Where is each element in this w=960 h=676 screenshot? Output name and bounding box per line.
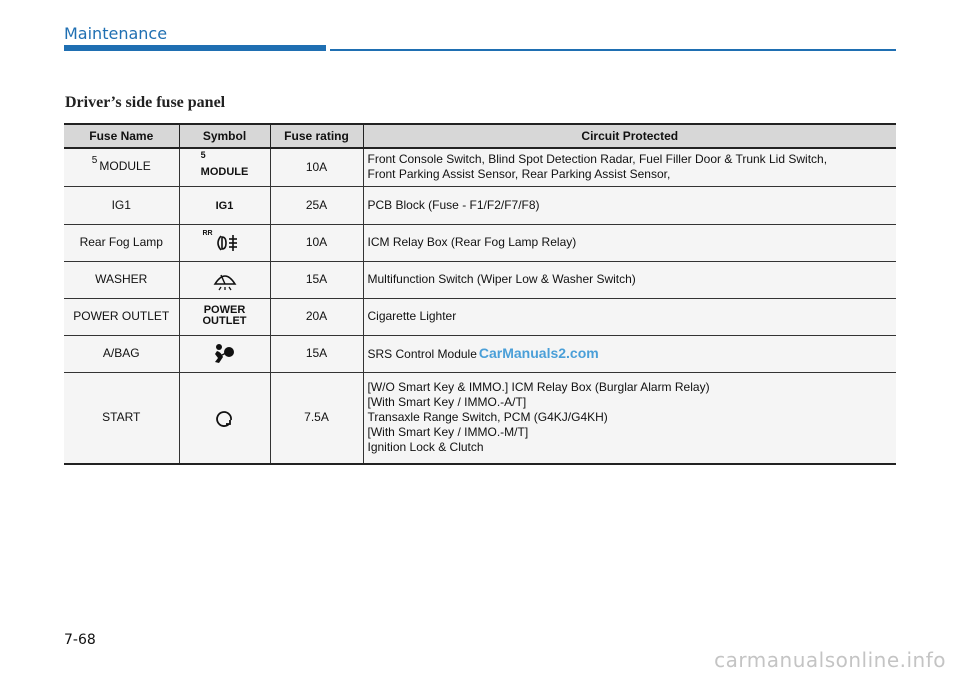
table-row: [64, 224, 896, 261]
start-icon: [214, 407, 236, 429]
circuit-line: ICM Relay Box (Rear Fog Lamp Relay): [367, 235, 577, 249]
fuse-rating: 10A: [270, 148, 363, 186]
fuse-name: IG1: [64, 186, 179, 224]
symbol-text: MODULE: [200, 165, 249, 178]
watermark-text: CarManuals2.com: [478, 344, 599, 361]
fuse-rating: 15A: [270, 261, 363, 298]
fuse-table: [64, 123, 896, 465]
circuit-line: Front Parking Assist Sensor, Rear Parking Assist Sensor,: [367, 167, 671, 182]
table-row: [64, 335, 896, 372]
circuit-protected: [363, 186, 896, 224]
circuit-protected: [363, 372, 896, 464]
module-5-icon: [200, 149, 249, 178]
fuse-name: Rear Fog Lamp: [64, 224, 179, 261]
symbol-cell: [179, 298, 270, 335]
symbol-text-line-1: POWER: [203, 304, 246, 316]
table-row: [64, 148, 896, 186]
circuit-line: Front Console Switch, Blind Spot Detection Radar, Fuel Filler Door & Trunk Lid Switch,: [367, 152, 828, 167]
fuse-rating: 15A: [270, 335, 363, 372]
rear-fog-lamp-icon: [202, 228, 243, 254]
circuit-protected: [363, 148, 896, 186]
fuse-rating: 7.5A: [270, 372, 363, 464]
column-header-fuse-rating: Fuse rating: [270, 124, 363, 148]
fuse-name: A/BAG: [64, 335, 179, 372]
circuit-line: Multifunction Switch (Wiper Low & Washer Switch): [367, 272, 636, 286]
column-header-fuse-name: Fuse Name: [64, 124, 179, 148]
fuse-name: POWER OUTLET: [64, 298, 179, 335]
symbol-cell: [179, 335, 270, 372]
power-outlet-icon: [203, 305, 247, 327]
table-row: [64, 372, 896, 464]
fuse-name-superscript: 5: [91, 155, 98, 167]
fuse-rating: 25A: [270, 186, 363, 224]
symbol-cell: [179, 261, 270, 298]
fuse-name: MODULE: [99, 159, 151, 174]
symbol-cell: [179, 224, 270, 261]
page-number: 7-68: [64, 632, 96, 648]
ig1-icon: IG1: [215, 199, 234, 212]
symbol-cell: [179, 372, 270, 464]
circuit-line: PCB Block (Fuse - F1/F2/F7/F8): [367, 197, 540, 212]
header-title: Maintenance: [64, 24, 168, 43]
table-header-row: [64, 124, 896, 148]
table-row: [64, 186, 896, 224]
section-title: Driver’s side fuse panel: [65, 94, 226, 111]
circuit-protected: [363, 298, 896, 335]
header-rule-thin: [330, 49, 896, 51]
washer-icon: [212, 269, 238, 291]
fuse-rating: 10A: [270, 224, 363, 261]
symbol-superscript: 5: [200, 149, 206, 160]
circuit-line: Ignition Lock & Clutch: [367, 440, 484, 455]
circuit-line: [With Smart Key / IMMO.-M/T]: [367, 425, 529, 440]
fuse-name-cell: [64, 148, 179, 186]
airbag-icon: [212, 343, 238, 365]
symbol-text-line-2: OUTLET: [202, 315, 247, 327]
circuit-protected: [363, 335, 896, 372]
header-rule-thick: [64, 45, 326, 51]
symbol-cell: [179, 186, 270, 224]
circuit-line: Cigarette Lighter: [367, 309, 457, 323]
column-header-symbol: Symbol: [179, 124, 270, 148]
fuse-rating: 20A: [270, 298, 363, 335]
circuit-protected: [363, 224, 896, 261]
table-row: [64, 298, 896, 335]
column-header-circuit-protected: Circuit Protected: [363, 124, 896, 148]
fuse-name: WASHER: [64, 261, 179, 298]
symbol-cell: [179, 148, 270, 186]
circuit-line: Transaxle Range Switch, PCM (G4KJ/G4KH): [367, 410, 608, 425]
circuit-line: [With Smart Key / IMMO.-A/T]: [367, 395, 527, 410]
circuit-line: [W/O Smart Key & IMMO.] ICM Relay Box (Burglar Alarm Relay): [367, 380, 710, 395]
circuit-line: SRS Control Module: [367, 346, 477, 361]
site-watermark: carmanualsonline.info: [714, 648, 946, 672]
table-row: [64, 261, 896, 298]
circuit-protected: [363, 261, 896, 298]
fuse-name: START: [64, 372, 179, 464]
rear-fog-label: RR: [202, 229, 213, 237]
